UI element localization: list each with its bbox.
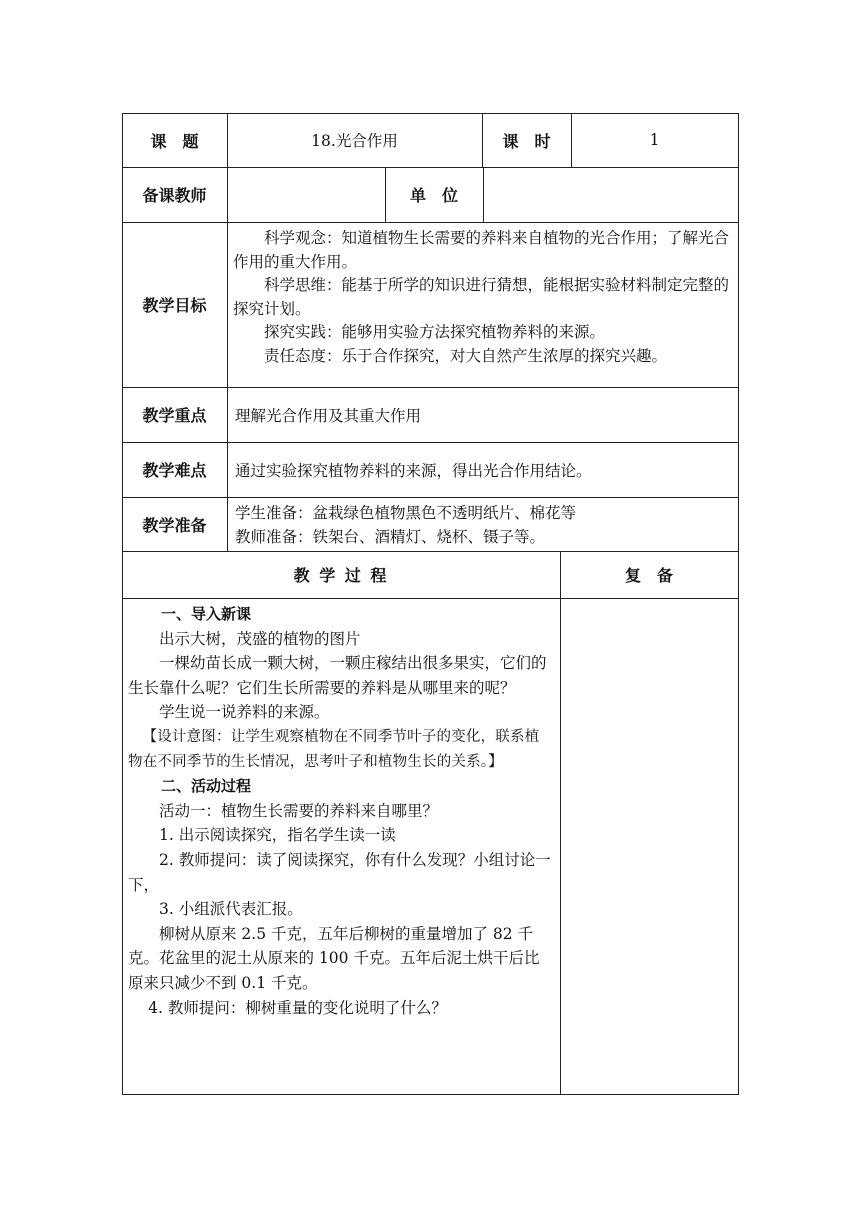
student-preparation: 学生准备：盆栽绿色植物黑色不透明纸片、棉花等 <box>235 504 577 522</box>
design-intent: 【设计意图：让学生观察植物在不同季节叶子的变化，联系植物在不同季节的生长情况，思考叶子和植物生长的关系。】 <box>128 728 540 770</box>
objectives-content <box>233 227 735 368</box>
teacher-preparation: 教师准备：铁架台、酒精灯、烧杯、镊子等。 <box>235 527 546 546</box>
key-point-value: 理解光合作用及其重大作用 <box>235 406 422 425</box>
difficulty-value: 通过实验探究植物养料的来源，得出光合作用结论。 <box>235 461 592 480</box>
process-paragraph: 柳树从原来 2.5 千克，五年后柳树的重量增加了 82 千克。花盆里的泥土从原来的 100 千克。五年后泥土烘干后比原来只减少不到 0.1 千克。 <box>128 924 540 992</box>
topic-label: 课 题 <box>150 131 199 151</box>
topic-value: 18.光合作用 <box>311 132 398 150</box>
process-paragraph: 出示大树，茂盛的植物的图片 <box>159 629 361 648</box>
process-paragraph: 活动一：植物生长需要的养料来自哪里？ <box>159 801 439 820</box>
period-value: 1 <box>649 131 660 149</box>
objectives-label: 教学目标 <box>142 296 207 315</box>
key-point-label: 教学重点 <box>142 406 207 425</box>
unit-value <box>483 167 738 222</box>
review-heading: 复 备 <box>624 566 673 585</box>
teacher-value <box>227 167 385 222</box>
process-step: 2. 教师提问：读了阅读探究，你有什么发现？小组讨论一下， <box>128 850 551 894</box>
process-content <box>128 602 554 1020</box>
process-step: 4. 教师提问：柳树重量的变化说明了什么？ <box>148 998 447 1017</box>
process-paragraph: 一棵幼苗长成一颗大树，一颗庄稼结出很多果实，它们的生长靠什么呢？它们生长所需要的养料是从哪里来的呢？ <box>128 654 547 697</box>
objective-concept: 科学观念：知道植物生长需要的养料来自植物的光合作用；了解光合作用的重大作用。 <box>233 229 730 271</box>
review-notes-area <box>561 599 738 1094</box>
process-heading: 教 学 过 程 <box>293 566 389 585</box>
objective-attitude: 责任态度：乐于合作探究，对大自然产生浓厚的探究兴趣。 <box>264 346 668 365</box>
section-intro-heading: 一、导入新课 <box>161 605 252 623</box>
process-paragraph: 学生说一说养料的来源。 <box>159 703 330 722</box>
period-label: 课 时 <box>502 131 551 151</box>
section-activity-heading: 二、活动过程 <box>161 777 252 796</box>
process-step: 1. 出示阅读探究，指名学生读一读 <box>159 826 396 845</box>
process-step: 3. 小组派代表汇报。 <box>159 900 303 919</box>
teacher-label: 备课教师 <box>142 186 207 205</box>
preparation-content <box>235 502 735 549</box>
difficulty-label: 教学难点 <box>142 461 207 480</box>
objective-thinking: 科学思维：能基于所学的知识进行猜想，能根据实验材料制定完整的探究计划。 <box>233 276 730 318</box>
unit-label: 单 位 <box>409 186 458 205</box>
preparation-label: 教学准备 <box>142 515 207 535</box>
objective-practice: 探究实践：能够用实验方法探究植物养料的来源。 <box>264 323 606 341</box>
